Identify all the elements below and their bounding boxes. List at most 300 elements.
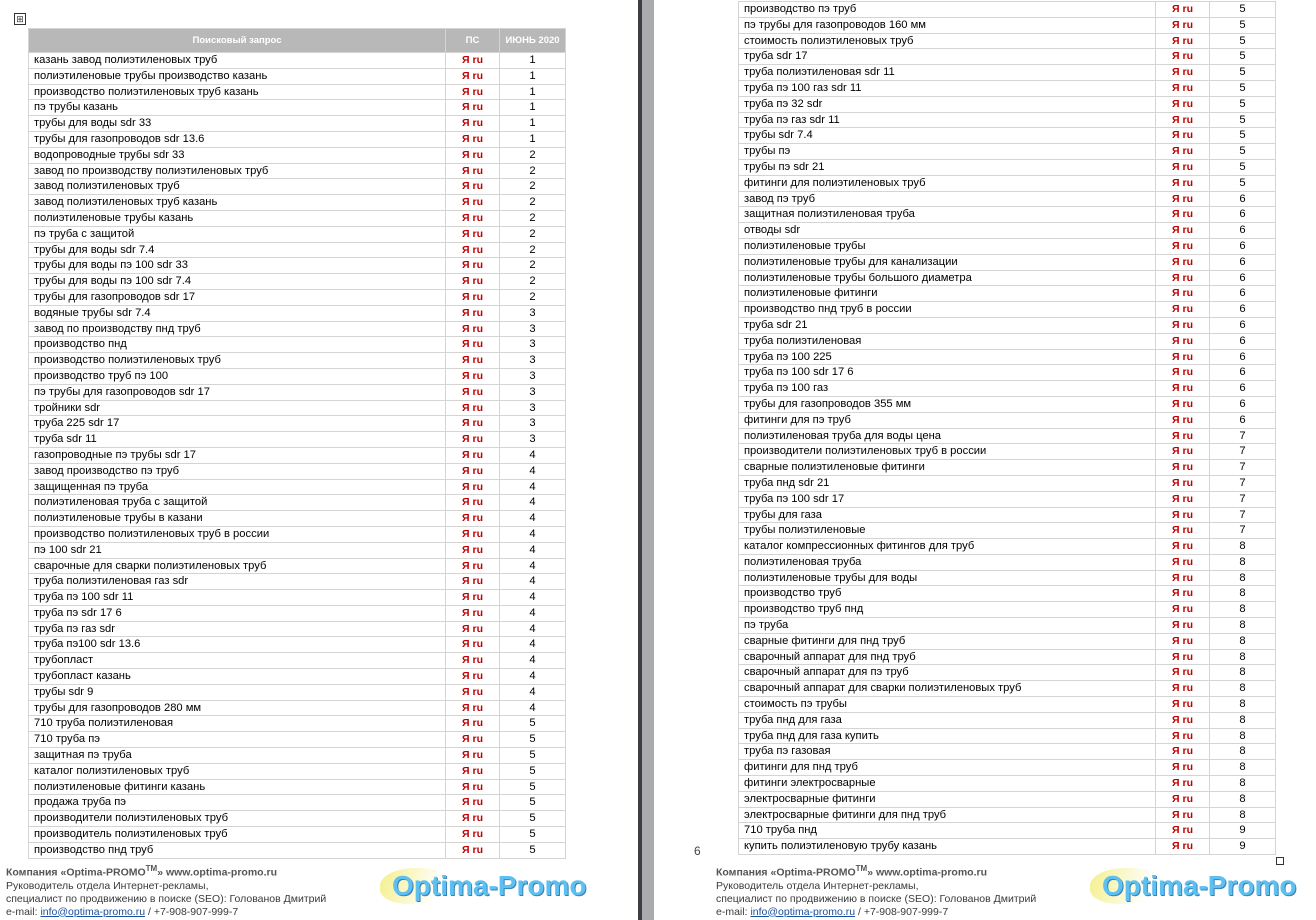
table-row [29,384,566,400]
position-cell: 2 [500,163,566,179]
query-cell: трубы для газопроводов sdr 17 [29,289,446,305]
position-cell: 8 [1210,586,1276,602]
table-row [29,511,566,527]
query-cell: производство пэ труб [739,2,1156,18]
table-row [739,760,1276,776]
position-cell: 4 [500,590,566,606]
position-cell: 9 [1210,839,1276,855]
table-row [29,716,566,732]
position-cell: 5 [1210,33,1276,49]
query-cell: труба пэ 100 sdr 17 6 [739,365,1156,381]
table-row [739,444,1276,460]
search-engine-cell: Я ru [1156,444,1210,460]
position-cell: 6 [1210,254,1276,270]
footer-email-link[interactable]: info@optima-promo.ru [750,905,856,918]
search-engine-cell: Я ru [1156,807,1210,823]
header-ps: ПС [446,29,500,53]
search-engine-cell: Я ru [446,210,500,226]
search-engine-cell: Я ru [1156,791,1210,807]
table-row [29,605,566,621]
search-engine-cell: Я ru [1156,633,1210,649]
search-engine-cell: Я ru [446,669,500,685]
search-engine-cell: Я ru [1156,396,1210,412]
query-cell: фитинги для пнд труб [739,760,1156,776]
position-cell: 4 [500,479,566,495]
position-cell: 7 [1210,460,1276,476]
position-cell: 2 [500,195,566,211]
position-cell: 5 [500,748,566,764]
position-cell: 8 [1210,649,1276,665]
table-row [739,681,1276,697]
search-engine-cell: Я ru [1156,159,1210,175]
position-cell: 1 [500,53,566,69]
query-cell: пэ труба с защитой [29,226,446,242]
search-engine-cell: Я ru [446,716,500,732]
query-cell: трубы пэ [739,144,1156,160]
position-cell: 3 [500,368,566,384]
footer-contacts: e-mail: info@optima-promo.ru / +7-908-907-999-7 [716,905,949,918]
search-engine-cell: Я ru [1156,365,1210,381]
table-row [29,84,566,100]
query-cell: защитная пэ труба [29,748,446,764]
search-engine-cell: Я ru [1156,65,1210,81]
position-cell: 6 [1210,223,1276,239]
search-engine-cell: Я ru [446,400,500,416]
position-cell: 5 [500,827,566,843]
position-cell: 6 [1210,396,1276,412]
table-row [739,49,1276,65]
table-row [29,131,566,147]
query-cell: труба полиэтиленовая sdr 11 [739,65,1156,81]
position-cell: 8 [1210,602,1276,618]
query-cell: полиэтиленовые фитинги [739,286,1156,302]
position-cell: 6 [1210,238,1276,254]
search-engine-cell: Я ru [1156,144,1210,160]
table-row [29,258,566,274]
table-row [739,507,1276,523]
search-engine-cell: Я ru [1156,17,1210,33]
table-row [739,80,1276,96]
table-row [739,744,1276,760]
keyword-table-right [738,1,1276,855]
position-cell: 5 [500,779,566,795]
query-cell: завод пэ труб [739,191,1156,207]
search-engine-cell: Я ru [1156,412,1210,428]
search-engine-cell: Я ru [446,384,500,400]
query-cell: сварные полиэтиленовые фитинги [739,460,1156,476]
position-cell: 6 [1210,270,1276,286]
position-cell: 8 [1210,712,1276,728]
position-cell: 8 [1210,728,1276,744]
table-row [739,807,1276,823]
query-cell: труба пэ 100 газ sdr 11 [739,80,1156,96]
table-row [29,416,566,432]
table-row [29,479,566,495]
footer-company: Компания «Optima-PROMO™» www.optima-promo.ru [6,864,277,879]
table-row [29,669,566,685]
position-cell: 2 [500,210,566,226]
position-cell: 8 [1210,791,1276,807]
optima-promo-logo: Optima-Promo [380,866,594,906]
query-cell: труба sdr 11 [29,432,446,448]
search-engine-cell: Я ru [446,242,500,258]
position-cell: 4 [500,621,566,637]
query-cell: стоимость пэ трубы [739,697,1156,713]
query-cell: трубы для воды sdr 7.4 [29,242,446,258]
position-cell: 3 [500,305,566,321]
table-row [29,558,566,574]
footer-email-link[interactable]: info@optima-promo.ru [40,905,146,918]
table-row [739,333,1276,349]
position-cell: 3 [500,416,566,432]
search-engine-cell: Я ru [446,590,500,606]
position-cell: 2 [500,242,566,258]
position-cell: 6 [1210,333,1276,349]
position-cell: 5 [1210,65,1276,81]
search-engine-cell: Я ru [446,653,500,669]
footer-right [716,862,1036,919]
search-engine-cell: Я ru [446,305,500,321]
query-cell: электросварные фитинги [739,791,1156,807]
position-cell: 8 [1210,554,1276,570]
search-engine-cell: Я ru [1156,681,1210,697]
query-cell: сварочный аппарат для сварки полиэтиленовых труб [739,681,1156,697]
search-engine-cell: Я ru [1156,649,1210,665]
position-cell: 5 [500,763,566,779]
search-engine-cell: Я ru [1156,349,1210,365]
table-row [739,554,1276,570]
search-engine-cell: Я ru [446,700,500,716]
query-cell: пэ трубы казань [29,100,446,116]
search-engine-cell: Я ru [1156,460,1210,476]
query-cell: полиэтиленовые фитинги казань [29,779,446,795]
search-engine-cell: Я ru [446,53,500,69]
search-engine-cell: Я ru [446,605,500,621]
table-row [739,159,1276,175]
position-cell: 5 [500,795,566,811]
query-cell: полиэтиленовые трубы большого диаметра [739,270,1156,286]
position-cell: 4 [500,526,566,542]
table-row [29,179,566,195]
query-cell: трубы sdr 9 [29,684,446,700]
search-engine-cell: Я ru [1156,96,1210,112]
table-row [29,116,566,132]
table-row [29,621,566,637]
table-row [29,811,566,827]
table-row [29,653,566,669]
search-engine-cell: Я ru [446,84,500,100]
position-cell: 8 [1210,760,1276,776]
search-engine-cell: Я ru [446,542,500,558]
query-cell: производители полиэтиленовых труб в россии [739,444,1156,460]
table-header-row [29,29,566,53]
query-cell: трубы для газопроводов sdr 13.6 [29,131,446,147]
table-row [29,53,566,69]
search-engine-cell: Я ru [1156,302,1210,318]
query-cell: пэ трубы для газопроводов sdr 17 [29,384,446,400]
position-cell: 7 [1210,491,1276,507]
query-cell: защитная полиэтиленовая труба [739,207,1156,223]
query-cell: сварочный аппарат для пнд труб [739,649,1156,665]
table-row [739,791,1276,807]
position-cell: 4 [500,542,566,558]
table-resize-handle-icon[interactable] [1276,857,1284,865]
position-cell: 4 [500,574,566,590]
query-cell: каталог полиэтиленовых труб [29,763,446,779]
query-cell: защищенная пэ труба [29,479,446,495]
table-row [29,337,566,353]
position-cell: 5 [1210,2,1276,18]
position-cell: 3 [500,384,566,400]
table-row [739,697,1276,713]
query-cell: труба пнд для газа [739,712,1156,728]
position-cell: 4 [500,605,566,621]
query-cell: электросварные фитинги для пнд труб [739,807,1156,823]
table-row [739,523,1276,539]
position-cell: 3 [500,353,566,369]
header-query: Поисковый запрос [29,29,446,53]
search-engine-cell: Я ru [1156,207,1210,223]
position-cell: 4 [500,463,566,479]
search-engine-cell: Я ru [446,274,500,290]
search-engine-cell: Я ru [1156,744,1210,760]
search-engine-cell: Я ru [1156,618,1210,634]
query-cell: полиэтиленовые трубы для воды [739,570,1156,586]
query-cell: труба пэ газ sdr 11 [739,112,1156,128]
query-cell: отводы sdr [739,223,1156,239]
search-engine-cell: Я ru [1156,823,1210,839]
query-cell: сварочные для сварки полиэтиленовых труб [29,558,446,574]
query-cell: каталог компрессионных фитингов для труб [739,539,1156,555]
table-row [739,776,1276,792]
table-row [29,526,566,542]
query-cell: тройники sdr [29,400,446,416]
position-cell: 4 [500,511,566,527]
page-right [654,0,1316,920]
query-cell: труба пэ газовая [739,744,1156,760]
position-cell: 6 [1210,412,1276,428]
table-row [739,144,1276,160]
query-cell: труба пнд для газа купить [739,728,1156,744]
search-engine-cell: Я ru [446,684,500,700]
query-cell: трубы полиэтиленовые [739,523,1156,539]
search-engine-cell: Я ru [1156,428,1210,444]
table-row [739,96,1276,112]
position-cell: 7 [1210,523,1276,539]
footer-contacts: e-mail: info@optima-promo.ru / +7-908-907-999-7 [6,905,239,918]
query-cell: газопроводные пэ трубы sdr 17 [29,447,446,463]
table-body-left [29,53,566,859]
query-cell: труба полиэтиленовая газ sdr [29,574,446,590]
table-move-handle-icon[interactable]: ⊞ [14,13,26,25]
position-cell: 8 [1210,539,1276,555]
query-cell: труба пэ 100 sdr 11 [29,590,446,606]
position-cell: 6 [1210,349,1276,365]
table-row [739,823,1276,839]
position-cell: 5 [1210,96,1276,112]
table-row [29,637,566,653]
table-row [739,491,1276,507]
footer-role: Руководитель отдела Интернет-рекламы, [6,879,209,892]
query-cell: труба пнд sdr 21 [739,475,1156,491]
table-row [29,463,566,479]
query-cell: полиэтиленовые трубы в казани [29,511,446,527]
search-engine-cell: Я ru [446,811,500,827]
search-engine-cell: Я ru [446,195,500,211]
query-cell: производство полиэтиленовых труб казань [29,84,446,100]
table-row [29,748,566,764]
search-engine-cell: Я ru [446,779,500,795]
query-cell: полиэтиленовые трубы [739,238,1156,254]
query-cell: труба пэ газ sdr [29,621,446,637]
search-engine-cell: Я ru [446,511,500,527]
query-cell: труба пэ 32 sdr [739,96,1156,112]
table-row [739,112,1276,128]
table-row [739,475,1276,491]
search-engine-cell: Я ru [1156,554,1210,570]
search-engine-cell: Я ru [1156,602,1210,618]
position-cell: 8 [1210,681,1276,697]
query-cell: труба sdr 17 [739,49,1156,65]
table-row [739,412,1276,428]
table-row [29,779,566,795]
search-engine-cell: Я ru [1156,570,1210,586]
position-cell: 1 [500,100,566,116]
search-engine-cell: Я ru [1156,238,1210,254]
search-engine-cell: Я ru [446,416,500,432]
search-engine-cell: Я ru [446,116,500,132]
table-row [739,175,1276,191]
table-row [29,795,566,811]
position-cell: 7 [1210,507,1276,523]
search-engine-cell: Я ru [446,558,500,574]
query-cell: завод производство пэ труб [29,463,446,479]
search-engine-cell: Я ru [446,574,500,590]
position-cell: 5 [1210,80,1276,96]
table-row [739,665,1276,681]
query-cell: трубы sdr 7.4 [739,128,1156,144]
search-engine-cell: Я ru [1156,665,1210,681]
search-engine-cell: Я ru [446,732,500,748]
search-engine-cell: Я ru [1156,712,1210,728]
query-cell: купить полиэтиленовую трубу казань [739,839,1156,855]
query-cell: производители полиэтиленовых труб [29,811,446,827]
table-row [739,633,1276,649]
search-engine-cell: Я ru [446,463,500,479]
search-engine-cell: Я ru [1156,839,1210,855]
query-cell: производство пнд труб [29,842,446,858]
query-cell: фитинги для пэ труб [739,412,1156,428]
table-row [29,100,566,116]
position-cell: 9 [1210,823,1276,839]
position-cell: 8 [1210,744,1276,760]
table-row [29,400,566,416]
search-engine-cell: Я ru [446,100,500,116]
table-row [739,365,1276,381]
table-row [739,586,1276,602]
table-row [29,147,566,163]
table-row [739,460,1276,476]
search-engine-cell: Я ru [1156,523,1210,539]
query-cell: трубы для воды пэ 100 sdr 33 [29,258,446,274]
table-row [29,368,566,384]
table-row [29,210,566,226]
table-row [29,163,566,179]
search-engine-cell: Я ru [1156,776,1210,792]
table-row [29,590,566,606]
query-cell: производство пнд труб в россии [739,302,1156,318]
position-cell: 6 [1210,302,1276,318]
query-cell: труба полиэтиленовая [739,333,1156,349]
position-cell: 3 [500,400,566,416]
query-cell: полиэтиленовые трубы казань [29,210,446,226]
table-row [29,732,566,748]
position-cell: 7 [1210,475,1276,491]
search-engine-cell: Я ru [446,621,500,637]
search-engine-cell: Я ru [1156,760,1210,776]
position-cell: 4 [500,653,566,669]
table-row [29,763,566,779]
position-cell: 2 [500,258,566,274]
table-row [739,712,1276,728]
query-cell: фитинги для полиэтиленовых труб [739,175,1156,191]
table-row [739,602,1276,618]
search-engine-cell: Я ru [1156,286,1210,302]
position-cell: 6 [1210,286,1276,302]
table-row [29,242,566,258]
query-cell: 710 труба пнд [739,823,1156,839]
query-cell: трубы для газа [739,507,1156,523]
query-cell: производитель полиэтиленовых труб [29,827,446,843]
position-cell: 5 [1210,159,1276,175]
page-number: 6 [694,844,701,858]
search-engine-cell: Я ru [1156,128,1210,144]
table-row [739,207,1276,223]
query-cell: трубы пэ sdr 21 [739,159,1156,175]
table-row [739,65,1276,81]
position-cell: 2 [500,179,566,195]
position-cell: 6 [1210,381,1276,397]
table-row [739,223,1276,239]
table-row [739,2,1276,18]
table-row [29,827,566,843]
search-engine-cell: Я ru [446,495,500,511]
table-row [29,68,566,84]
query-cell: сварные фитинги для пнд труб [739,633,1156,649]
position-cell: 4 [500,684,566,700]
table-row [29,574,566,590]
table-row [29,321,566,337]
table-row [739,728,1276,744]
query-cell: производство полиэтиленовых труб в россии [29,526,446,542]
search-engine-cell: Я ru [446,432,500,448]
query-cell: трубы для газопроводов 355 мм [739,396,1156,412]
search-engine-cell: Я ru [1156,2,1210,18]
search-engine-cell: Я ru [1156,112,1210,128]
search-engine-cell: Я ru [1156,728,1210,744]
table-row [739,317,1276,333]
table-row [739,33,1276,49]
search-engine-cell: Я ru [446,226,500,242]
query-cell: пэ труба [739,618,1156,634]
search-engine-cell: Я ru [1156,80,1210,96]
position-cell: 7 [1210,444,1276,460]
table-row [29,195,566,211]
header-month: ИЮНЬ 2020 [500,29,566,53]
query-cell: производство полиэтиленовых труб [29,353,446,369]
query-cell: труба пэ 100 газ [739,381,1156,397]
position-cell: 2 [500,274,566,290]
